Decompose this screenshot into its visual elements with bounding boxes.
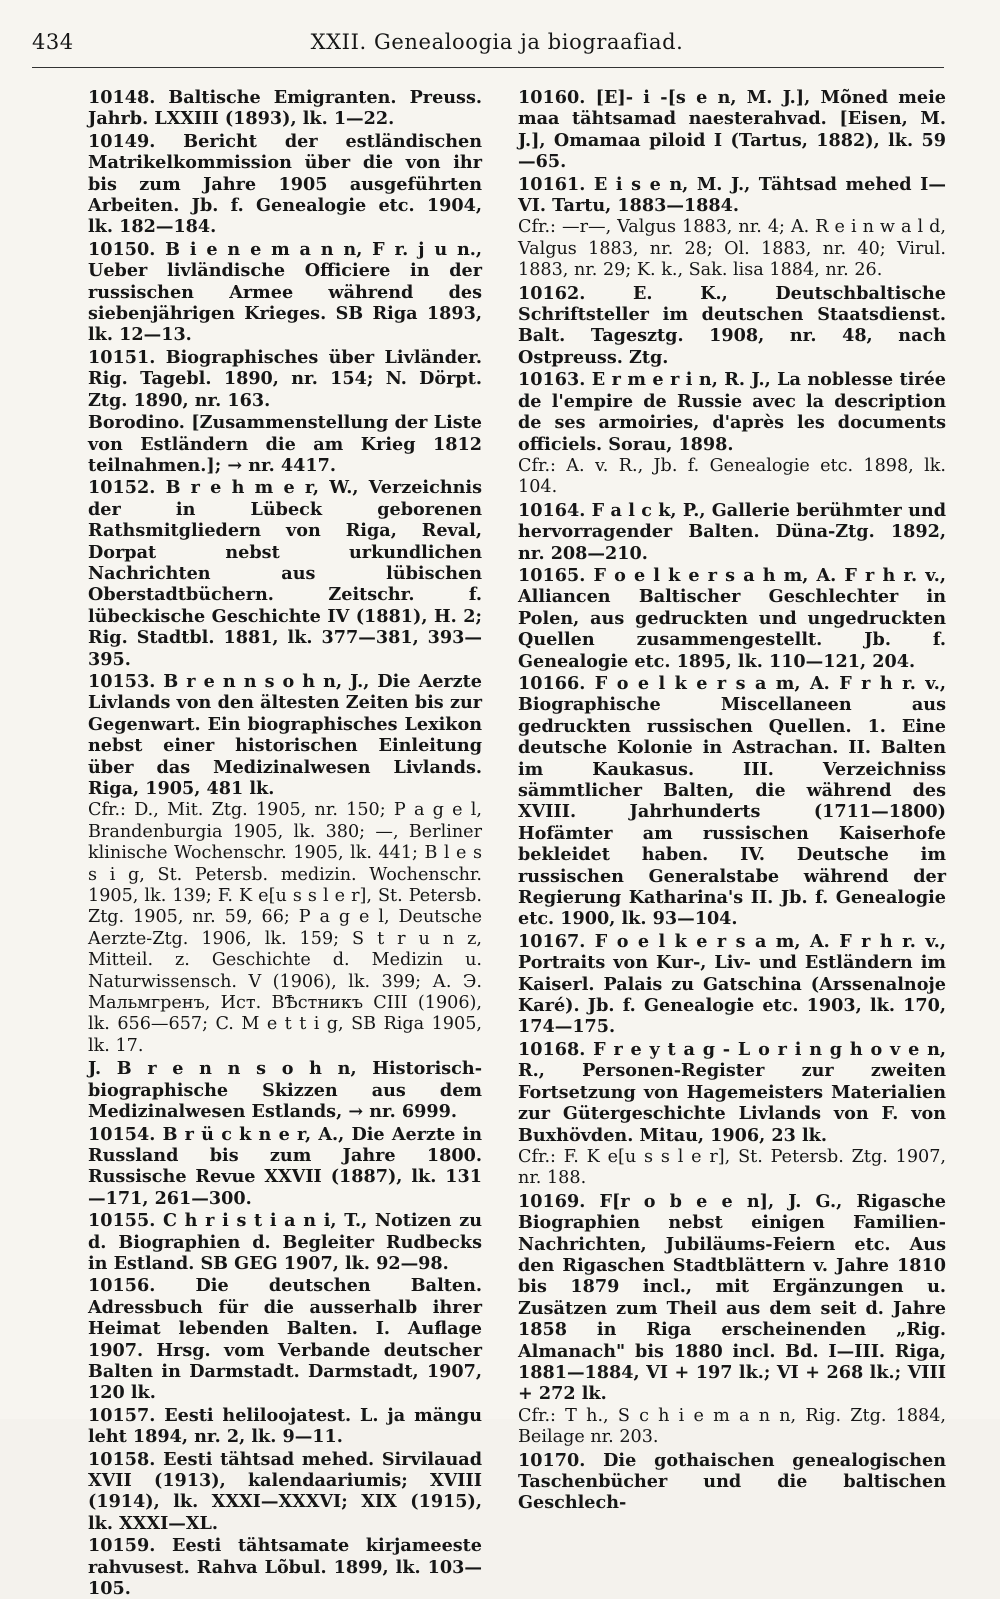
page-header [32, 30, 962, 62]
bibliography-entry: J. B r e n n s o h n, Historisch-biographische Skizzen aus dem Medizinalwesen Estlands, → nr. 6999. [88, 1058, 482, 1123]
bibliography-entry: 10154. B r ü c k n e r, A., Die Aerzte in Russland bis zum Jahre 1800. Russische Revue XXVII (1887), lk. 131—171, 261—300. [88, 1123, 482, 1209]
bibliography-entry: Borodino. [Zusammenstellung der Liste von Estländern die am Krieg 1812 teilnahmen.]; → nr. 4417. [88, 412, 482, 476]
bibliography-entry: 10166. F o e l k e r s a m, A. F r h r. v., Biographische Miscellaneen aus gedruckten russischen Quellen. 1. Eine deutsche Kolonie in Astrachan. II. Balten im Kaukasus. III. Verzeichniss sämmtlicher Balten, die während des XVIII. Jahrhunderts (1711—1800) Hofämter am russischen Kaiserhofe bekleidet haben. IV. Deutsche im russischen Generalstabe während der Regierung Katharina's II. Jb. f. Genealogie etc. 1900, lk. 93—104. [518, 672, 946, 930]
bibliography-entry: 10170. Die gothaischen genealogischen Taschenbücher und die baltischen Geschlech- [518, 1449, 946, 1514]
bibliography-entry: 10157. Eesti heliloojatest. L. ja mängu leht 1894, nr. 2, lk. 9—11. [88, 1404, 482, 1448]
bibliography-entry: 10165. F o e l k e r s a h m, A. F r h r. v., Alliancen Baltischer Geschlechter in Polen, aus gedruckten und ungedruckten Quellen zusammengestellt. Jb. f. Genealogie etc. 1895, lk. 110—121, 204. [518, 564, 946, 672]
cross-reference-note: Cfr.: T h., S c h i e m a n n, Rig. Ztg. 1884, Beilage nr. 203. [518, 1405, 946, 1448]
bibliography-entry: 10151. Biographisches über Livländer. Rig. Tagebl. 1890, nr. 154; N. Dörpt. Ztg. 1890, nr. 163. [88, 346, 482, 411]
header-rule [32, 67, 944, 68]
bibliography-entry: 10161. E i s e n, M. J., Tähtsad mehed I—VI. Tartu, 1883—1884. [518, 173, 946, 217]
bibliography-entry: 10159. Eesti tähtsamate kirjameeste rahvusest. Rahva Lõbul. 1899, lk. 103—105. [88, 1535, 482, 1599]
bibliography-entry: 10169. F[r o b e e n], J. G., Rigasche Biographien nebst einigen Familien-Nachrichten, Jubiläums-Feiern etc. Aus den Rigaschen Stadtblättern v. Jahre 1810 bis 1879 incl., mit Ergänzungen u. Zusätzen zum Theil aus dem seit d. Jahre 1858 in Riga erscheinenden „Rig. Almanach" bis 1880 incl. Bd. I—III. Riga, 1881—1884, VI + 197 lk.; VI + 268 lk.; VIII + 272 lk. [518, 1190, 946, 1405]
bibliography-entry: 10150. B i e n e m a n n, F r. j u n., Ueber livländische Officiere in der russischen Armee während des siebenjährigen Krieges. SB Riga 1893, lk. 12—13. [88, 238, 482, 346]
bibliography-entry: 10162. E. K., Deutschbaltische Schriftsteller im deutschen Staatsdienst. Balt. Tagesztg. 1908, nr. 48, nach Ostpreuss. Ztg. [518, 282, 946, 368]
bibliography-entry: 10156. Die deutschen Balten. Adressbuch für die ausserhalb ihrer Heimat lebenden Balten. I. Auflage 1907. Hrsg. vom Verbande deutscher Balten in Darmstadt. Darmstadt, 1907, 120 lk. [88, 1275, 482, 1404]
bibliography-entry: 10155. C h r i s t i a n i, T., Notizen zu d. Biographien d. Begleiter Rudbecks in Estland. SB GEG 1907, lk. 92—98. [88, 1210, 482, 1274]
bibliography-entry: 10164. F a l c k, P., Gallerie berühmter und hervorragender Balten. Düna-Ztg. 1892, nr. 208—210. [518, 499, 946, 564]
bibliography-entry: 10153. B r e n n s o h n, J., Die Aerzte Livlands von den ältesten Zeiten bis zur Gegenwart. Ein biographisches Lexikon nebst einer historischen Einleitung über das Medizinalwesen Livlands. Riga, 1905, 481 lk. [88, 670, 482, 799]
page-number: 434 [32, 30, 74, 54]
bibliography-entry: 10158. Eesti tähtsad mehed. Sirvilauad XVII (1913), kalendaariumis; XVIII (1914), lk. XXXI—XXXVI; XIX (1915), lk. XXXI—XL. [88, 1448, 482, 1534]
cross-reference-note: Cfr.: F. K e[u s s l e r], St. Petersb. Ztg. 1907, nr. 188. [518, 1146, 946, 1189]
bibliography-entry: 10149. Bericht der estländischen Matrikelkommission über die von ihr bis zum Jahre 1905 ausgeführten Arbeiten. Jb. f. Genealogie etc. 1904, lk. 182—184. [88, 130, 482, 238]
bibliography-entry: 10167. F o e l k e r s a m, A. F r h r. v., Portraits von Kur-, Liv- und Estländern im Kaiserl. Palais zu Gatschina (Arssenalnoje Karé). Jb. f. Genealogie etc. 1903, lk. 170, 174—175. [518, 930, 946, 1038]
bibliography-entry: 10160. [E]- i -[s e n, M. J.], Mõned meie maa tähtsamad naesterahvad. [Eisen, M. J.], Omamaa piloid I (Tartus, 1882), lk. 59—65. [518, 87, 946, 173]
left-column [88, 87, 482, 1599]
bibliography-entry: 10168. F r e y t a g - L o r i n g h o v e n, R., Personen-Register zur zweiten Fortsetzung von Hagemeisters Materialien zur Gütergeschichte Livlands von F. von Buxhövden. Mitau, 1906, 23 lk. [518, 1038, 946, 1146]
bibliography-entry: 10163. E r m e r i n, R. J., La noblesse tirée de l'empire de Russie avec la description de ses armoiries, d'après les documents officiels. Sorau, 1898. [518, 369, 946, 455]
running-title: XXII. Genealoogia ja biograafiad. [310, 30, 684, 54]
right-column [518, 87, 946, 1514]
bibliography-entry: 10152. B r e h m e r, W., Verzeichnis der in Lübeck geborenen Rathsmitgliedern von Riga, Reval, Dorpat nebst urkundlichen Nachrichten aus lübischen Oberstadtbüchern. Zeitschr. f. lübeckische Geschichte IV (1881), H. 2; Rig. Stadtbl. 1881, lk. 377—381, 393—395. [88, 477, 482, 670]
cross-reference-note: Cfr.: A. v. R., Jb. f. Genealogie etc. 1898, lk. 104. [518, 455, 946, 498]
cross-reference-note: Cfr.: —r—, Valgus 1883, nr. 4; A. R e i n w a l d, Valgus 1883, nr. 28; Ol. 1883, nr. 40; Virul. 1883, nr. 29; K. k., Sak. lisa 1884, nr. 26. [518, 217, 946, 281]
cross-reference-note: Cfr.: D., Mit. Ztg. 1905, nr. 150; P a g e l, Brandenburgia 1905, lk. 380; —, Berliner klinische Wochenschr. 1905, lk. 441; B l e s s i g, St. Petersb. medizin. Wochenschr. 1905, lk. 139; F. K e[u s s l e r], St. Petersb. Ztg. 1905, nr. 59, 66; P a g e l, Deutsche Aerzte-Ztg. 1906, lk. 159; S t r u n z, Mitteil. z. Geschichte d. Medizin u. Naturwissensch. V (1906), lk. 399; А. Э. Мальмгренъ, Ист. ВѢстникъ CIII (1906), lk. 656—657; C. M e t t i g, SB Riga 1905, lk. 17. [88, 800, 482, 1056]
bibliography-entry: 10148. Baltische Emigranten. Preuss. Jahrb. LXXIII (1893), lk. 1—22. [88, 87, 482, 130]
